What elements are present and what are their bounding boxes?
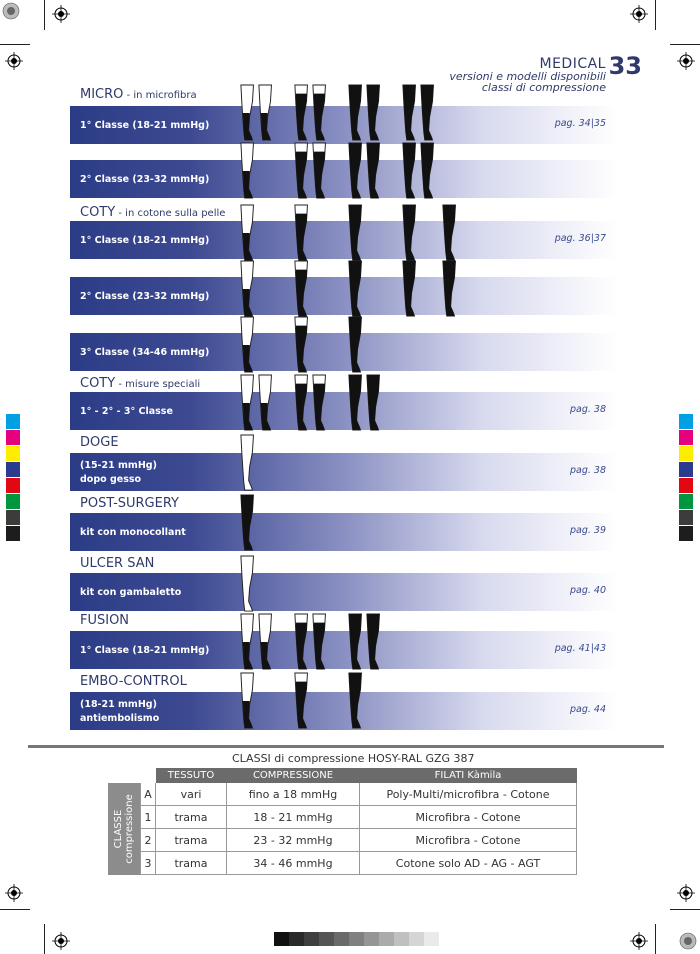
page-reference: pag. 44 bbox=[569, 704, 606, 715]
table-row bbox=[108, 806, 577, 829]
stocking-leg-icon bbox=[418, 142, 437, 200]
gray-swatch bbox=[304, 932, 319, 946]
section-subtitle: - in cotone sulla pelle bbox=[115, 208, 226, 219]
gray-swatch bbox=[379, 932, 394, 946]
color-swatch bbox=[6, 526, 20, 541]
stocking-leg-icon bbox=[400, 260, 419, 318]
stocking-leg-icon bbox=[346, 672, 365, 730]
row-label: 1° - 2° - 3° Classe bbox=[80, 406, 173, 417]
stocking-leg-icon bbox=[238, 142, 257, 200]
grayscale-bar bbox=[274, 932, 439, 946]
row-band bbox=[70, 692, 618, 730]
gray-swatch bbox=[334, 932, 349, 946]
table-row bbox=[108, 852, 577, 875]
stocking-leg-icon bbox=[364, 374, 383, 432]
color-swatch bbox=[6, 494, 20, 509]
stocking-leg-icon bbox=[238, 555, 257, 613]
compressione-cell: 18 - 21 mmHg bbox=[227, 806, 360, 829]
section-title-coty-special bbox=[80, 376, 200, 391]
crop-mark bbox=[670, 909, 700, 910]
page-reference: pag. 36|37 bbox=[554, 233, 606, 244]
stocking-leg-icon bbox=[238, 434, 257, 492]
class-cell: 2 bbox=[141, 829, 156, 852]
table-header-row bbox=[108, 768, 577, 783]
section-name: EMBO-CONTROL bbox=[80, 674, 187, 689]
page-reference: pag. 39 bbox=[569, 525, 606, 536]
color-swatch bbox=[6, 510, 20, 525]
stocking-leg-icon bbox=[256, 84, 275, 142]
color-swatch bbox=[679, 446, 693, 461]
registration-mark-icon bbox=[677, 52, 695, 70]
stocking-leg-icon bbox=[400, 84, 419, 142]
row-label-secondary: antiembolismo bbox=[80, 713, 160, 724]
color-swatch bbox=[6, 414, 20, 429]
filati-cell: Poly-Multi/microfibra - Cotone bbox=[360, 783, 577, 806]
stocking-leg-icon bbox=[310, 84, 329, 142]
side-label-line: compressione bbox=[124, 793, 135, 864]
stocking-leg-icon bbox=[238, 494, 257, 552]
registration-mark-icon bbox=[5, 884, 23, 902]
stocking-leg-icon bbox=[292, 672, 311, 730]
crop-mark bbox=[0, 909, 30, 910]
gray-swatch bbox=[424, 932, 439, 946]
column-header: TESSUTO bbox=[156, 768, 227, 783]
gray-swatch bbox=[319, 932, 334, 946]
section-title-coty bbox=[80, 205, 225, 220]
row-label: kit con monocollant bbox=[80, 527, 186, 538]
stocking-leg-icon bbox=[310, 142, 329, 200]
header-subtitle: classi di compressione bbox=[481, 81, 606, 94]
stocking-leg-icon bbox=[256, 613, 275, 671]
stocking-leg-icon bbox=[346, 142, 365, 200]
gray-swatch bbox=[274, 932, 289, 946]
page-reference: pag. 38 bbox=[569, 404, 606, 415]
crop-mark bbox=[44, 924, 45, 954]
table-row bbox=[108, 783, 577, 806]
stocking-leg-icon bbox=[346, 204, 365, 262]
registration-mark-icon bbox=[677, 884, 695, 902]
stocking-leg-icon bbox=[292, 204, 311, 262]
class-cell: A bbox=[141, 783, 156, 806]
table-title: CLASSI di compressione HOSY-RAL GZG 387 bbox=[232, 752, 475, 765]
registration-mark-icon bbox=[5, 52, 23, 70]
stocking-leg-icon bbox=[256, 374, 275, 432]
row-band bbox=[70, 453, 618, 491]
registration-mark-icon bbox=[52, 932, 70, 950]
page-reference: pag. 38 bbox=[569, 465, 606, 476]
color-swatch bbox=[679, 414, 693, 429]
registration-mark-icon bbox=[630, 932, 648, 950]
section-subtitle: - in microfibra bbox=[123, 90, 197, 101]
crop-mark bbox=[655, 924, 656, 954]
color-swatch bbox=[679, 462, 693, 477]
stocking-leg-icon bbox=[292, 316, 311, 374]
section-name: COTY bbox=[80, 205, 116, 220]
row-label: (18-21 mmHg) bbox=[80, 699, 157, 710]
color-swatch bbox=[679, 510, 693, 525]
header-title: MEDICAL bbox=[539, 56, 606, 72]
stocking-leg-icon bbox=[440, 260, 459, 318]
stocking-leg-icon bbox=[292, 374, 311, 432]
stocking-leg-icon bbox=[238, 613, 257, 671]
color-swatch bbox=[6, 478, 20, 493]
stocking-leg-icon bbox=[310, 613, 329, 671]
star-target-icon bbox=[2, 2, 20, 20]
row-band bbox=[70, 631, 618, 669]
stocking-leg-icon bbox=[400, 142, 419, 200]
color-swatch bbox=[6, 462, 20, 477]
star-target-icon bbox=[679, 932, 697, 950]
stocking-leg-icon bbox=[440, 204, 459, 262]
tessuto-cell: trama bbox=[156, 806, 227, 829]
section-title-post-surgery bbox=[80, 496, 179, 511]
filati-cell: Microfibra - Cotone bbox=[360, 806, 577, 829]
column-header: FILATI Kàmila bbox=[360, 768, 577, 783]
row-band bbox=[70, 513, 618, 551]
gray-swatch bbox=[289, 932, 304, 946]
section-name: ULCER SAN bbox=[80, 556, 155, 571]
row-label: 1° Classe (18-21 mmHg) bbox=[80, 120, 210, 131]
stocking-leg-icon bbox=[238, 204, 257, 262]
page-reference: pag. 41|43 bbox=[554, 643, 606, 654]
row-label: 3° Classe (34-46 mmHg) bbox=[80, 347, 210, 358]
stocking-leg-icon bbox=[346, 374, 365, 432]
side-label-line: CLASSE bbox=[113, 809, 124, 849]
stocking-leg-icon bbox=[292, 260, 311, 318]
class-cell: 1 bbox=[141, 806, 156, 829]
section-name: DOGE bbox=[80, 435, 119, 450]
color-swatch bbox=[6, 430, 20, 445]
row-label: 1° Classe (18-21 mmHg) bbox=[80, 645, 210, 656]
divider bbox=[28, 745, 664, 748]
stocking-leg-icon bbox=[292, 84, 311, 142]
row-band bbox=[70, 277, 618, 315]
section-name: FUSION bbox=[80, 613, 130, 628]
row-band bbox=[70, 106, 618, 144]
section-title-fusion bbox=[80, 613, 129, 628]
crop-mark bbox=[0, 44, 30, 45]
row-label: kit con gambaletto bbox=[80, 587, 182, 598]
filati-cell: Microfibra - Cotone bbox=[360, 829, 577, 852]
gray-swatch bbox=[394, 932, 409, 946]
side-label bbox=[108, 783, 141, 875]
compression-class-table bbox=[108, 768, 577, 875]
section-name: COTY bbox=[80, 376, 116, 391]
gray-swatch bbox=[349, 932, 364, 946]
column-header: COMPRESSIONE bbox=[227, 768, 360, 783]
registration-mark-icon bbox=[52, 5, 70, 23]
stocking-leg-icon bbox=[364, 142, 383, 200]
registration-mark-icon bbox=[630, 5, 648, 23]
color-swatch bbox=[679, 494, 693, 509]
color-swatch bbox=[6, 446, 20, 461]
row-band bbox=[70, 221, 618, 259]
stocking-leg-icon bbox=[292, 142, 311, 200]
compressione-cell: fino a 18 mmHg bbox=[227, 783, 360, 806]
row-band bbox=[70, 392, 618, 430]
row-label: 2° Classe (23-32 mmHg) bbox=[80, 174, 210, 185]
compressione-cell: 34 - 46 mmHg bbox=[227, 852, 360, 875]
stocking-leg-icon bbox=[400, 204, 419, 262]
stocking-leg-icon bbox=[364, 84, 383, 142]
gray-swatch bbox=[364, 932, 379, 946]
row-band bbox=[70, 333, 618, 371]
section-title-micro bbox=[80, 87, 197, 102]
tessuto-cell: trama bbox=[156, 852, 227, 875]
row-label: 2° Classe (23-32 mmHg) bbox=[80, 291, 210, 302]
stocking-leg-icon bbox=[346, 316, 365, 374]
side-label-text bbox=[113, 794, 135, 864]
stocking-leg-icon bbox=[346, 260, 365, 318]
stocking-leg-icon bbox=[238, 316, 257, 374]
section-name: POST-SURGERY bbox=[80, 496, 179, 511]
section-title-ulcer-san bbox=[80, 556, 154, 571]
section-subtitle: - misure speciali bbox=[115, 379, 201, 390]
crop-mark bbox=[44, 0, 45, 30]
row-band bbox=[70, 160, 618, 198]
color-swatch bbox=[679, 526, 693, 541]
stocking-leg-icon bbox=[346, 613, 365, 671]
page-reference: pag. 40 bbox=[569, 585, 606, 596]
page-reference: pag. 34|35 bbox=[554, 118, 606, 129]
tessuto-cell: vari bbox=[156, 783, 227, 806]
gray-swatch bbox=[409, 932, 424, 946]
page-number: 33 bbox=[608, 52, 642, 80]
stocking-leg-icon bbox=[346, 84, 365, 142]
section-title-embo-control bbox=[80, 674, 187, 689]
color-swatch bbox=[679, 478, 693, 493]
table-row bbox=[108, 829, 577, 852]
table-corner bbox=[108, 768, 141, 783]
stocking-leg-icon bbox=[238, 84, 257, 142]
color-swatch bbox=[679, 430, 693, 445]
row-label: (15-21 mmHg) bbox=[80, 460, 157, 471]
stocking-leg-icon bbox=[238, 672, 257, 730]
crop-mark bbox=[670, 44, 700, 45]
stocking-leg-icon bbox=[238, 374, 257, 432]
filati-cell: Cotone solo AD - AG - AGT bbox=[360, 852, 577, 875]
table-corner bbox=[141, 768, 156, 783]
stocking-leg-icon bbox=[238, 260, 257, 318]
section-title-doge bbox=[80, 435, 119, 450]
row-label-secondary: dopo gesso bbox=[80, 474, 142, 485]
stocking-leg-icon bbox=[310, 374, 329, 432]
stocking-leg-icon bbox=[418, 84, 437, 142]
stocking-leg-icon bbox=[364, 613, 383, 671]
header-subtitle: versioni e modelli disponibili bbox=[449, 70, 606, 83]
stocking-leg-icon bbox=[292, 613, 311, 671]
crop-mark bbox=[655, 0, 656, 30]
tessuto-cell: trama bbox=[156, 829, 227, 852]
row-band bbox=[70, 573, 618, 611]
row-label: 1° Classe (18-21 mmHg) bbox=[80, 235, 210, 246]
compressione-cell: 23 - 32 mmHg bbox=[227, 829, 360, 852]
section-name: MICRO bbox=[80, 87, 124, 102]
class-cell: 3 bbox=[141, 852, 156, 875]
